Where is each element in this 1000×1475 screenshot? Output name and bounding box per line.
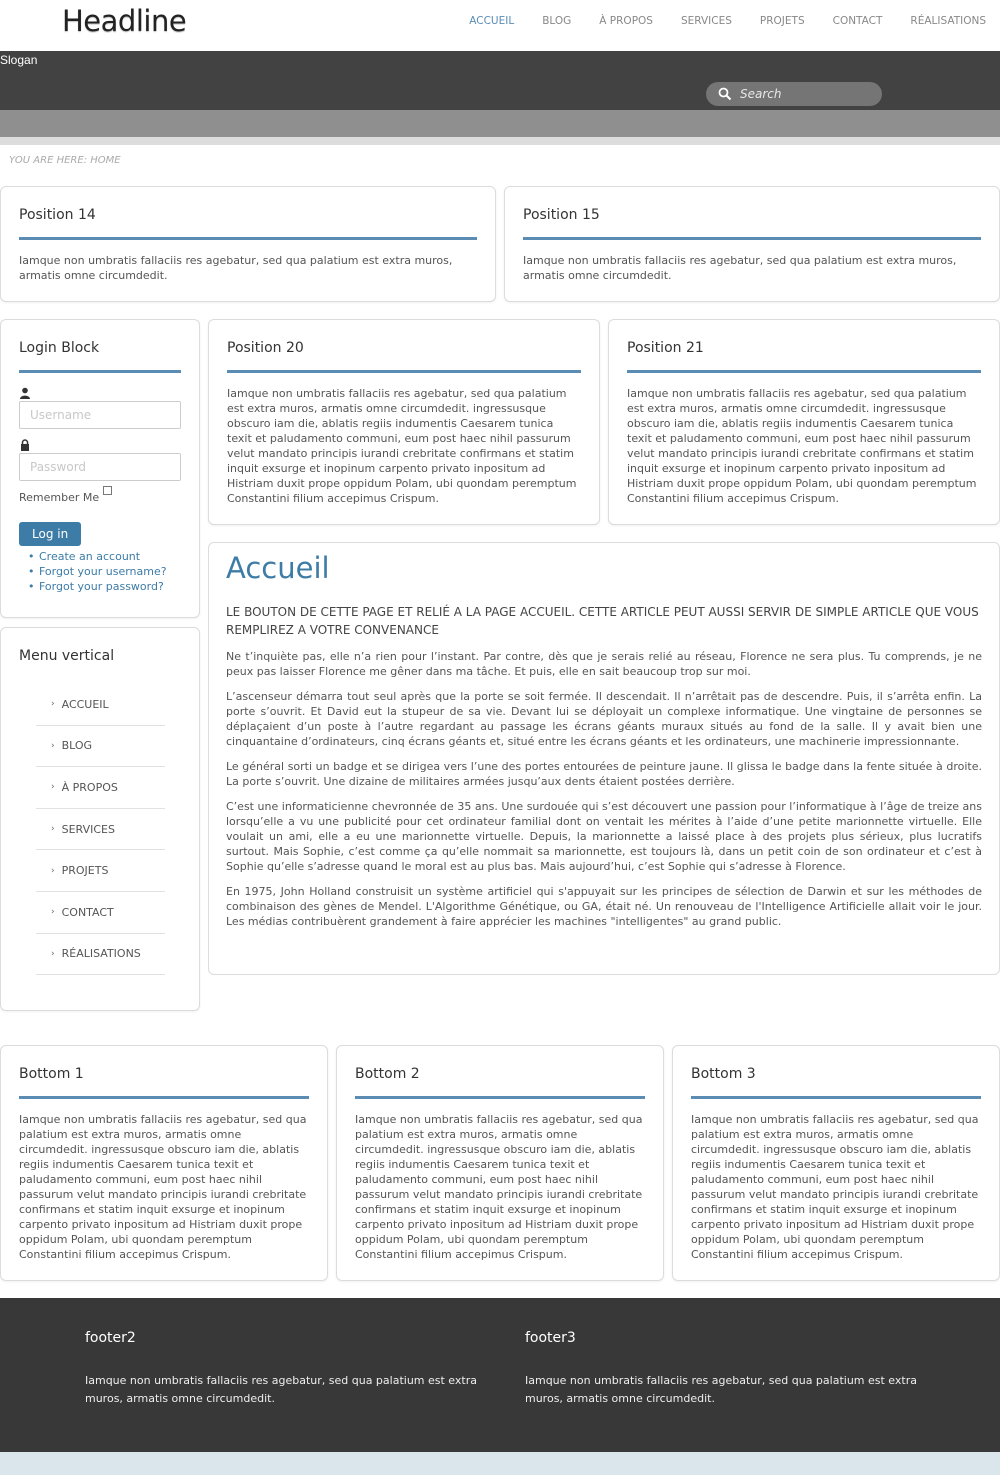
module-bottom-2 — [336, 1045, 664, 1281]
vmenu-item-label: CONTACT — [61, 905, 114, 919]
vertical-menu — [36, 684, 165, 975]
remember-me-checkbox[interactable] — [103, 486, 112, 495]
top-header — [0, 0, 1000, 51]
footer-text: Iamque non umbratis fallaciis res agebatur, sed qua palatium est extra muros, armatis omne circumdedit. — [85, 1374, 477, 1405]
article-paragraph: L’ascenseur démarra tout seul après que la porte se soit fermée. Il descendait. Il n’arrêtait pas de descendre. Puis, il s’arrêta enfin. La porte s’ouvrit. Et David eut la stupeur de sa vie. Devant lui se déployait un complexe informatique. Une vingtaine de personnes se déplaçaient d’un poste à l’autre regardant au passage les écrans géants muraux situés au fond de la salle. Il y avait bien une cinquantaine d’ordinateurs, cinq écrans géants et, situé entre les écrans géants et les ordinateurs, une machinerie impressionnante. — [226, 690, 982, 748]
module-position-20 — [208, 319, 600, 525]
vmenu-item-a-propos[interactable] — [36, 767, 165, 809]
chevron-right-icon: › — [51, 948, 55, 959]
module-title: Bottom 2 — [355, 1046, 645, 1099]
chevron-right-icon: › — [51, 699, 55, 710]
chevron-right-icon: › — [51, 907, 55, 918]
nav-contact[interactable]: CONTACT — [832, 15, 883, 27]
article-paragraph: Le général sorti un badge et se dirigea vers l’une des portes entourées de peinture jaune. Il glissa le badge dans la fente située à droite. La porte s’ouvrit. Une dizaine de militaires armées jusqu’aux dents étaient postées derrière. — [226, 760, 982, 788]
vmenu-item-services[interactable] — [36, 809, 165, 851]
module-bottom-1 — [0, 1045, 328, 1281]
module-text: Iamque non umbratis fallaciis res agebatur, sed qua palatium est extra muros, armatis omne circumdedit. ingressusque obscuro iam die, ablatis regiis indumentis Caesarem tunica texit et paludamento communi, eum post haec nihil passurum velut mandato principis iurandi crebritate confirmans et statim inquit exsurge et inopinum carpento privato inpositum ad Histriam duxit prope oppidum Polam, ubi quondam peremptum Constantini filium accepimus Crispum. — [355, 1113, 643, 1261]
nav-projets[interactable]: PROJETS — [759, 15, 805, 27]
module-title: Login Block — [19, 320, 181, 373]
chevron-right-icon: › — [51, 865, 55, 876]
vmenu-item-label: RÉALISATIONS — [61, 947, 141, 961]
module-title: Position 15 — [523, 187, 981, 240]
sub-banner — [0, 110, 1000, 137]
footer-block-2 — [85, 1330, 485, 1408]
search-box[interactable] — [706, 82, 882, 106]
module-position-21 — [608, 319, 1000, 525]
slogan: Slogan — [0, 53, 38, 67]
main-nav — [455, 15, 1000, 27]
nav-accueil[interactable]: ACCUEIL — [469, 15, 515, 27]
forgot-username-link[interactable]: • Forgot your username? — [39, 564, 181, 579]
article-lead: LE BOUTON DE CETTE PAGE ET RELIÉ A LA PAGE ACCUEIL. CETTE ARTICLE PEUT AUSSI SERVIR DE SIMPLE ARTICLE QUE VOUS REMPLIREZ A VOTRE CONVENANCE — [226, 605, 979, 637]
article-paragraph: Ne t’inquiète pas, elle n’a rien pour l’instant. Par contre, dès que je serais relié au réseau, Florence ne sera plus. Tu comprends, je ne peux pas laisser Florence me gêner dans ma tâche. Et puis, elle en sait beaucoup trop sur moi. — [226, 650, 982, 678]
article-title: Accueil — [226, 551, 330, 585]
vmenu-item-blog[interactable] — [36, 726, 165, 768]
password-field[interactable] — [19, 453, 181, 481]
username-field[interactable] — [19, 401, 181, 429]
nav-a-propos[interactable]: À PROPOS — [599, 15, 653, 27]
vmenu-item-realisations[interactable] — [36, 934, 165, 976]
banner-divider — [0, 137, 1000, 145]
vmenu-item-label: SERVICES — [61, 822, 115, 836]
module-text: Iamque non umbratis fallaciis res agebatur, sed qua palatium est extra muros, armatis omne circumdedit. — [19, 254, 453, 282]
vmenu-item-accueil[interactable] — [36, 684, 165, 726]
module-bottom-3 — [672, 1045, 1000, 1281]
module-title: Bottom 1 — [19, 1046, 309, 1099]
article-paragraph: C’est une informaticienne chevronnée de 35 ans. Une surdouée qui s’est découvert une passion pour l’informatique à l’âge de treize ans lorsqu’elle a vu une publicité pour cet ordinateur familial dont on ventait les mérites à l’aide d’une petite marionnette virtuelle. Elle voulait un ami, elle a eu une marionnette virtuelle. Depuis, la marionnette a laissé place à des projets plus sérieux, plus lucratifs surtout. Mais Sophie, c’est comme ça qu’elle nommait sa marionnette, est toujours là, dans un petit coin de son ordinateur et c’est à Sophie qu’elle s’adresse quand le moral est au plus bas. Mais aujourd’hui, c’est Sophie qui s’adresse à Florence. — [226, 800, 982, 873]
footer-block-3 — [525, 1330, 925, 1408]
module-title: Position 14 — [19, 187, 477, 240]
search-input[interactable] — [740, 87, 870, 101]
module-title: Bottom 3 — [691, 1046, 981, 1099]
login-button[interactable]: Log in — [19, 522, 81, 546]
breadcrumb: YOU ARE HERE: HOME — [9, 155, 121, 166]
module-position-14 — [0, 186, 496, 302]
vmenu-item-contact[interactable] — [36, 892, 165, 934]
module-text: Iamque non umbratis fallaciis res agebatur, sed qua palatium est extra muros, armatis omne circumdedit. ingressusque obscuro iam die, ablatis regiis indumentis Caesarem tunica texit et paludamento communi, eum post haec nihil passurum velut mandato principis iurandi crebritate confirmans et statim inquit exsurge et inopinum carpento privato inpositum ad Histriam duxit prope oppidum Polam, ubi quondam peremptum Constantini filium accepimus Crispum. — [691, 1113, 979, 1261]
chevron-right-icon: › — [51, 782, 55, 793]
vmenu-item-projets[interactable] — [36, 850, 165, 892]
nav-services[interactable]: SERVICES — [680, 15, 732, 27]
remember-me-label: Remember Me — [19, 491, 100, 504]
forgot-password-link[interactable]: • Forgot your password? — [39, 579, 181, 594]
remember-me — [19, 491, 181, 504]
create-account-link[interactable]: • Create an account — [39, 549, 181, 564]
nav-realisations[interactable]: RÉALISATIONS — [910, 15, 986, 27]
chevron-right-icon: › — [51, 824, 55, 835]
user-icon — [19, 387, 31, 399]
login-links — [39, 549, 181, 594]
vmenu-item-label: ACCUEIL — [61, 697, 109, 711]
main-article — [208, 542, 1000, 975]
search-icon — [718, 87, 732, 101]
module-title: Position 21 — [627, 320, 981, 373]
article-paragraph: En 1975, John Holland construisit un système artificiel qui s'appuyait sur les principes de sélection de Darwin et sur les méthodes de combinaison des gènes de Mendel. L'Algorithme Génétique, ou GA, était né. Un renouveau de l'Intelligence Artificielle allait voir le jour. Les médias contribuèrent grandement à faire apprécier les machines "intelligentes" au grand public. — [226, 885, 982, 928]
module-text: Iamque non umbratis fallaciis res agebatur, sed qua palatium est extra muros, armatis omne circumdedit. ingressusque obscuro iam die, ablatis regiis indumentis Caesarem tunica texit et paludamento communi, eum post haec nihil passurum velut mandato principis iurandi crebritate confirmans et statim inquit exsurge et inopinum carpento privato inpositum ad Histriam duxit prope oppidum Polam, ubi quondam peremptum Constantini filium accepimus Crispum. — [19, 1113, 307, 1261]
bottom-strip — [0, 1452, 1000, 1475]
banner — [0, 51, 1000, 110]
chevron-right-icon: › — [51, 740, 55, 751]
vmenu-item-label: BLOG — [61, 739, 93, 753]
vmenu-item-label: À PROPOS — [61, 780, 118, 794]
footer-title: footer2 — [85, 1330, 136, 1346]
login-form — [19, 387, 181, 594]
module-text: Iamque non umbratis fallaciis res agebatur, sed qua palatium est extra muros, armatis omne circumdedit. ingressusque obscuro iam die, ablatis regiis indumentis Caesarem tunica texit et paludamento communi, eum post haec nihil passurum velut mandato principis iurandi crebritate confirmans et statim inquit exsurge et inopinum carpento privato inpositum ad Histriam duxit prope oppidum Polam, ubi quondam peremptum Constantini filium accepimus Crispum. — [227, 387, 577, 505]
module-title: Menu vertical — [19, 648, 115, 664]
vmenu-item-label: PROJETS — [61, 864, 109, 878]
module-position-15 — [504, 186, 1000, 302]
footer-text: Iamque non umbratis fallaciis res agebatur, sed qua palatium est extra muros, armatis omne circumdedit. — [525, 1374, 917, 1405]
site-logo[interactable]: Headline — [62, 4, 187, 38]
module-text: Iamque non umbratis fallaciis res agebatur, sed qua palatium est extra muros, armatis omne circumdedit. ingressusque obscuro iam die, ablatis regiis indumentis Caesarem tunica texit et paludamento communi, eum post haec nihil passurum velut mandato principis iurandi crebritate confirmans et statim inquit exsurge et inopinum carpento privato inpositum ad Histriam duxit prope oppidum Polam, ubi quondam peremptum Constantini filium accepimus Crispum. — [627, 387, 977, 505]
vertical-menu-module — [0, 627, 200, 1011]
footer-title: footer3 — [525, 1330, 576, 1346]
nav-blog[interactable]: BLOG — [542, 15, 572, 27]
module-text: Iamque non umbratis fallaciis res agebatur, sed qua palatium est extra muros, armatis omne circumdedit. — [523, 254, 957, 282]
footer — [0, 1298, 1000, 1452]
lock-icon — [19, 439, 31, 451]
login-module — [0, 319, 200, 618]
module-title: Position 20 — [227, 320, 581, 373]
